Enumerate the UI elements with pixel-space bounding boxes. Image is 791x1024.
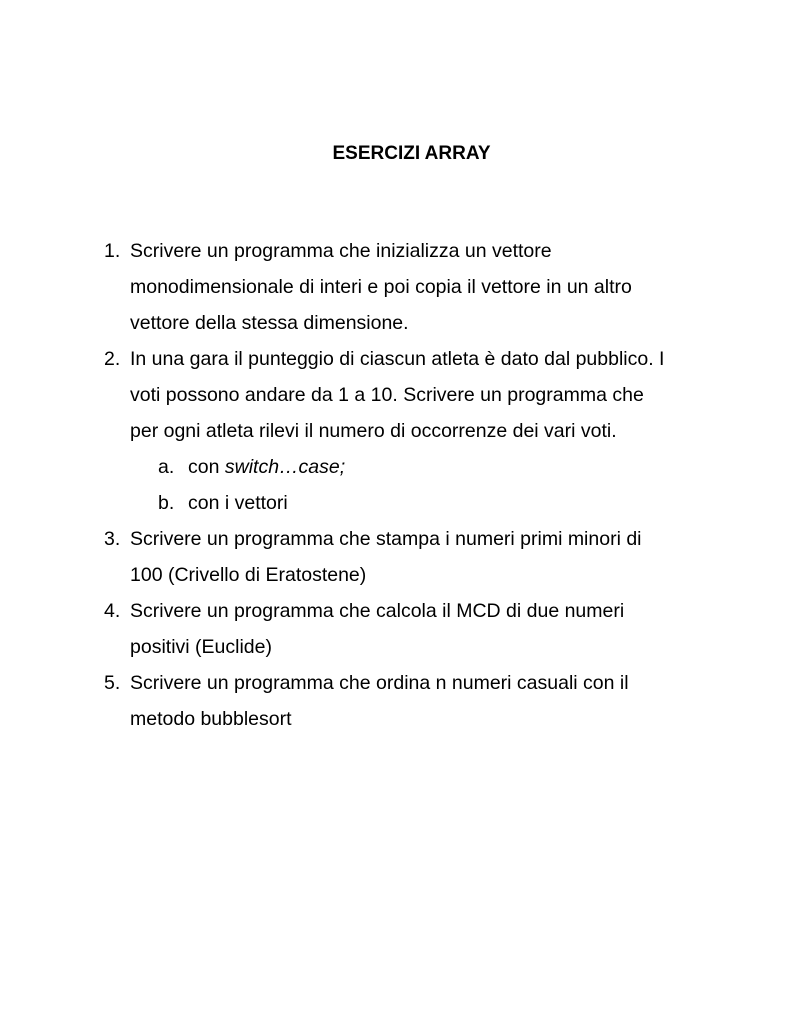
item-line: In una gara il punteggio di ciascun atleta è dato dal pubblico. I bbox=[130, 348, 665, 370]
item-line: monodimensionale di interi e poi copia il vettore in un altro bbox=[130, 276, 632, 298]
sub-list-item bbox=[104, 449, 724, 485]
page-title: ESERCIZI ARRAY bbox=[332, 143, 491, 164]
list-item bbox=[104, 233, 724, 341]
sub-item-letter: a. bbox=[158, 456, 175, 478]
item-line: positivi (Euclide) bbox=[130, 636, 272, 658]
list-item bbox=[104, 521, 724, 593]
sub-item-text: con bbox=[188, 456, 225, 478]
item-line: Scrivere un programma che calcola il MCD di due numeri bbox=[130, 600, 625, 622]
item-line: 100 (Crivello di Eratostene) bbox=[130, 564, 367, 586]
sub-item-letter: b. bbox=[158, 492, 175, 514]
item-line: Scrivere un programma che ordina n numeri casuali con il bbox=[130, 672, 629, 694]
list-item bbox=[104, 665, 724, 737]
item-number: 5. bbox=[104, 672, 121, 694]
item-line: per ogni atleta rilevi il numero di occorrenze dei vari voti. bbox=[130, 420, 617, 442]
list-item bbox=[104, 593, 724, 665]
sub-item-text: con i vettori bbox=[188, 492, 288, 514]
item-line: Scrivere un programma che inizializza un vettore bbox=[130, 240, 552, 262]
exercise-list bbox=[104, 233, 724, 737]
item-line: voti possono andare da 1 a 10. Scrivere un programma che bbox=[130, 384, 644, 406]
sub-item-italic-text: switch…case; bbox=[224, 456, 346, 478]
item-line: Scrivere un programma che stampa i numeri primi minori di bbox=[130, 528, 642, 550]
item-line: vettore della stessa dimensione. bbox=[130, 312, 409, 334]
item-number: 1. bbox=[104, 240, 121, 262]
item-number: 2. bbox=[104, 348, 121, 370]
item-line: metodo bubblesort bbox=[130, 708, 292, 730]
sub-list-item bbox=[104, 485, 724, 521]
item-number: 3. bbox=[104, 528, 121, 550]
item-number: 4. bbox=[104, 600, 121, 622]
list-item bbox=[104, 341, 724, 449]
